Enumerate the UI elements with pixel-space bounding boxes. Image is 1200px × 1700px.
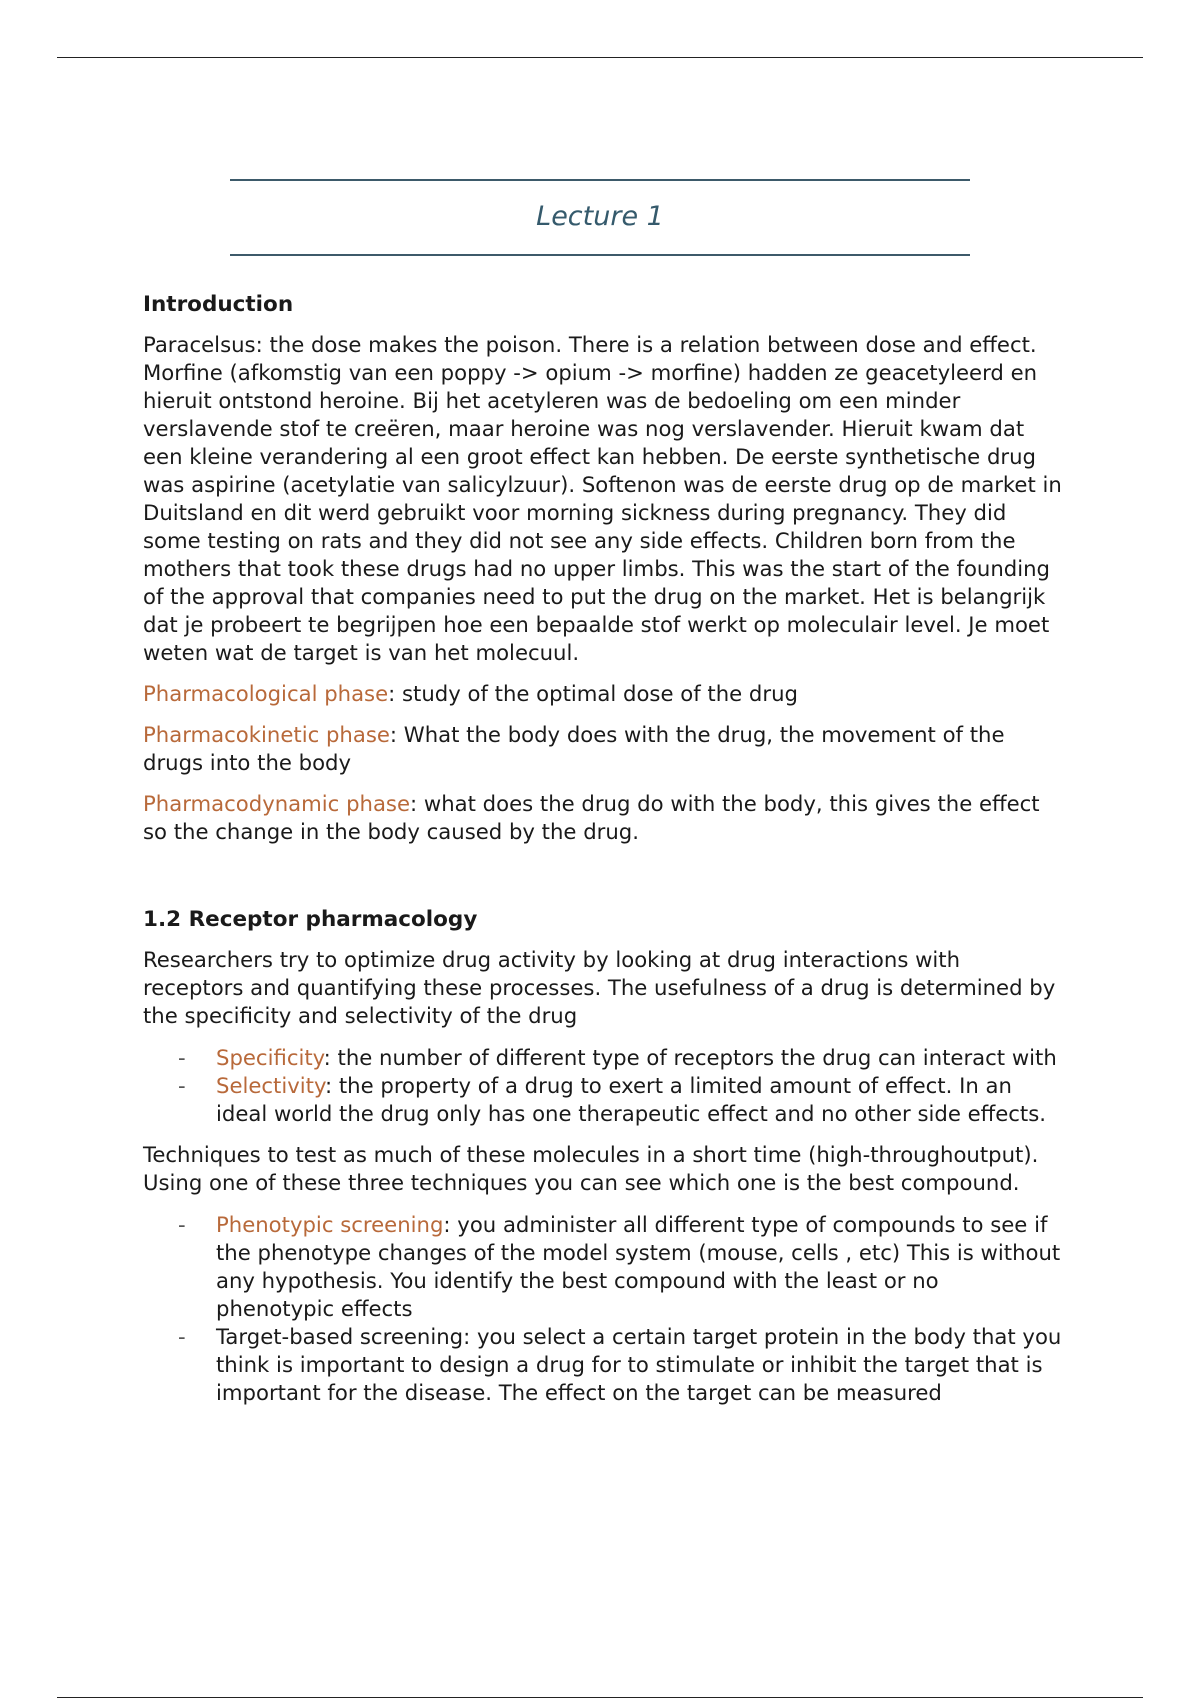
list-item-specificity bbox=[143, 1044, 1063, 1072]
dash-bullet: - bbox=[178, 1073, 186, 1098]
phase-term: Pharmacodynamic phase bbox=[143, 791, 411, 816]
list-item-target-based-screening bbox=[143, 1323, 1063, 1407]
section-heading-receptor: 1.2 Receptor pharmacology bbox=[143, 907, 478, 932]
list-text: : the number of different type of receptors the drug can interact with bbox=[323, 1045, 1057, 1070]
dash-bullet: - bbox=[178, 1324, 186, 1349]
phase-term: Pharmacological phase bbox=[143, 681, 389, 706]
phase-term: Pharmacokinetic phase bbox=[143, 722, 390, 747]
list-item-selectivity bbox=[143, 1072, 1063, 1128]
techniques-paragraph: Techniques to test as much of these molecules in a short time (high-throughoutput). Using one of these three techniques you can see which one is the best compound. bbox=[143, 1142, 1039, 1195]
phase-pharmacological bbox=[143, 680, 1063, 708]
list-term: Phenotypic screening bbox=[216, 1212, 444, 1237]
list-text: : you administer all different type of compounds to see if the phenotype changes of the model system (mouse, cells , etc) This is without any hypothesis. You identify the best compound with the least or no phenotypic effects bbox=[216, 1212, 1061, 1321]
phase-pharmacodynamic bbox=[143, 790, 1063, 846]
specificity-selectivity-list bbox=[143, 1044, 1063, 1128]
page-top-rule bbox=[57, 57, 1143, 58]
title-top-rule bbox=[230, 179, 970, 181]
list-text: Target-based screening: you select a certain target protein in the body that you think is important to design a drug for to stimulate or inhibit the target that is important for the disease. The effect on the target can be measured bbox=[216, 1324, 1062, 1405]
dash-bullet: - bbox=[178, 1045, 186, 1070]
screening-list bbox=[143, 1211, 1063, 1407]
list-term: Specificity bbox=[216, 1045, 324, 1070]
list-term: Selectivity bbox=[216, 1073, 325, 1098]
title-block bbox=[230, 179, 970, 256]
list-item-phenotypic-screening bbox=[143, 1211, 1063, 1323]
document-title: Lecture 1 bbox=[536, 201, 664, 232]
intro-heading: Introduction bbox=[143, 292, 294, 317]
phase-text: : What the body does with the drug, the movement of the drugs into the body bbox=[143, 722, 1005, 775]
list-text: : the property of a drug to exert a limited amount of effect. In an ideal world the drug only has one therapeutic effect and no other side effects. bbox=[216, 1073, 1046, 1126]
dash-bullet: - bbox=[178, 1212, 186, 1237]
page-bottom-rule bbox=[57, 1697, 1143, 1698]
phase-pharmacokinetic bbox=[143, 721, 1063, 777]
phase-text: : study of the optimal dose of the drug bbox=[388, 681, 798, 706]
title-bottom-rule bbox=[230, 254, 970, 256]
intro-paragraph: Paracelsus: the dose makes the poison. There is a relation between dose and effect. Morfine (afkomstig van een poppy -> opium -> morfine) hadden ze geacetyleerd en hieruit ontstond heroine. Bij het acetyleren was de bedoeling om een minder verslavende stof te creëren, maar heroine was nog verslavender. Hieruit kwam dat een kleine verandering al een groot effect kan hebben. De eerste synthetische drug was aspirine (acetylatie van salicylzuur). Softenon was de eerste drug op de market in Duitsland en dit werd gebruikt voor morning sickness during pregnancy. They did some testing on rats and they did not see any side effects. Children born from the mothers that took these drugs had no upper limbs. This was the start of the founding of the approval that companies need to put the drug on the market. Het is belangrijk dat je probeert te begrijpen hoe een bepaalde stof werkt op moleculair level. Je moet weten wat de target is van het molecuul. bbox=[143, 332, 1062, 665]
receptor-paragraph: Researchers try to optimize drug activity by looking at drug interactions with receptors and quantifying these processes. The usefulness of a drug is determined by the specificity and selectivity of the drug bbox=[143, 947, 1056, 1028]
document-body bbox=[143, 289, 1063, 1407]
phase-text: : what does the drug do with the body, this gives the effect so the change in the body caused by the drug. bbox=[143, 791, 1040, 844]
